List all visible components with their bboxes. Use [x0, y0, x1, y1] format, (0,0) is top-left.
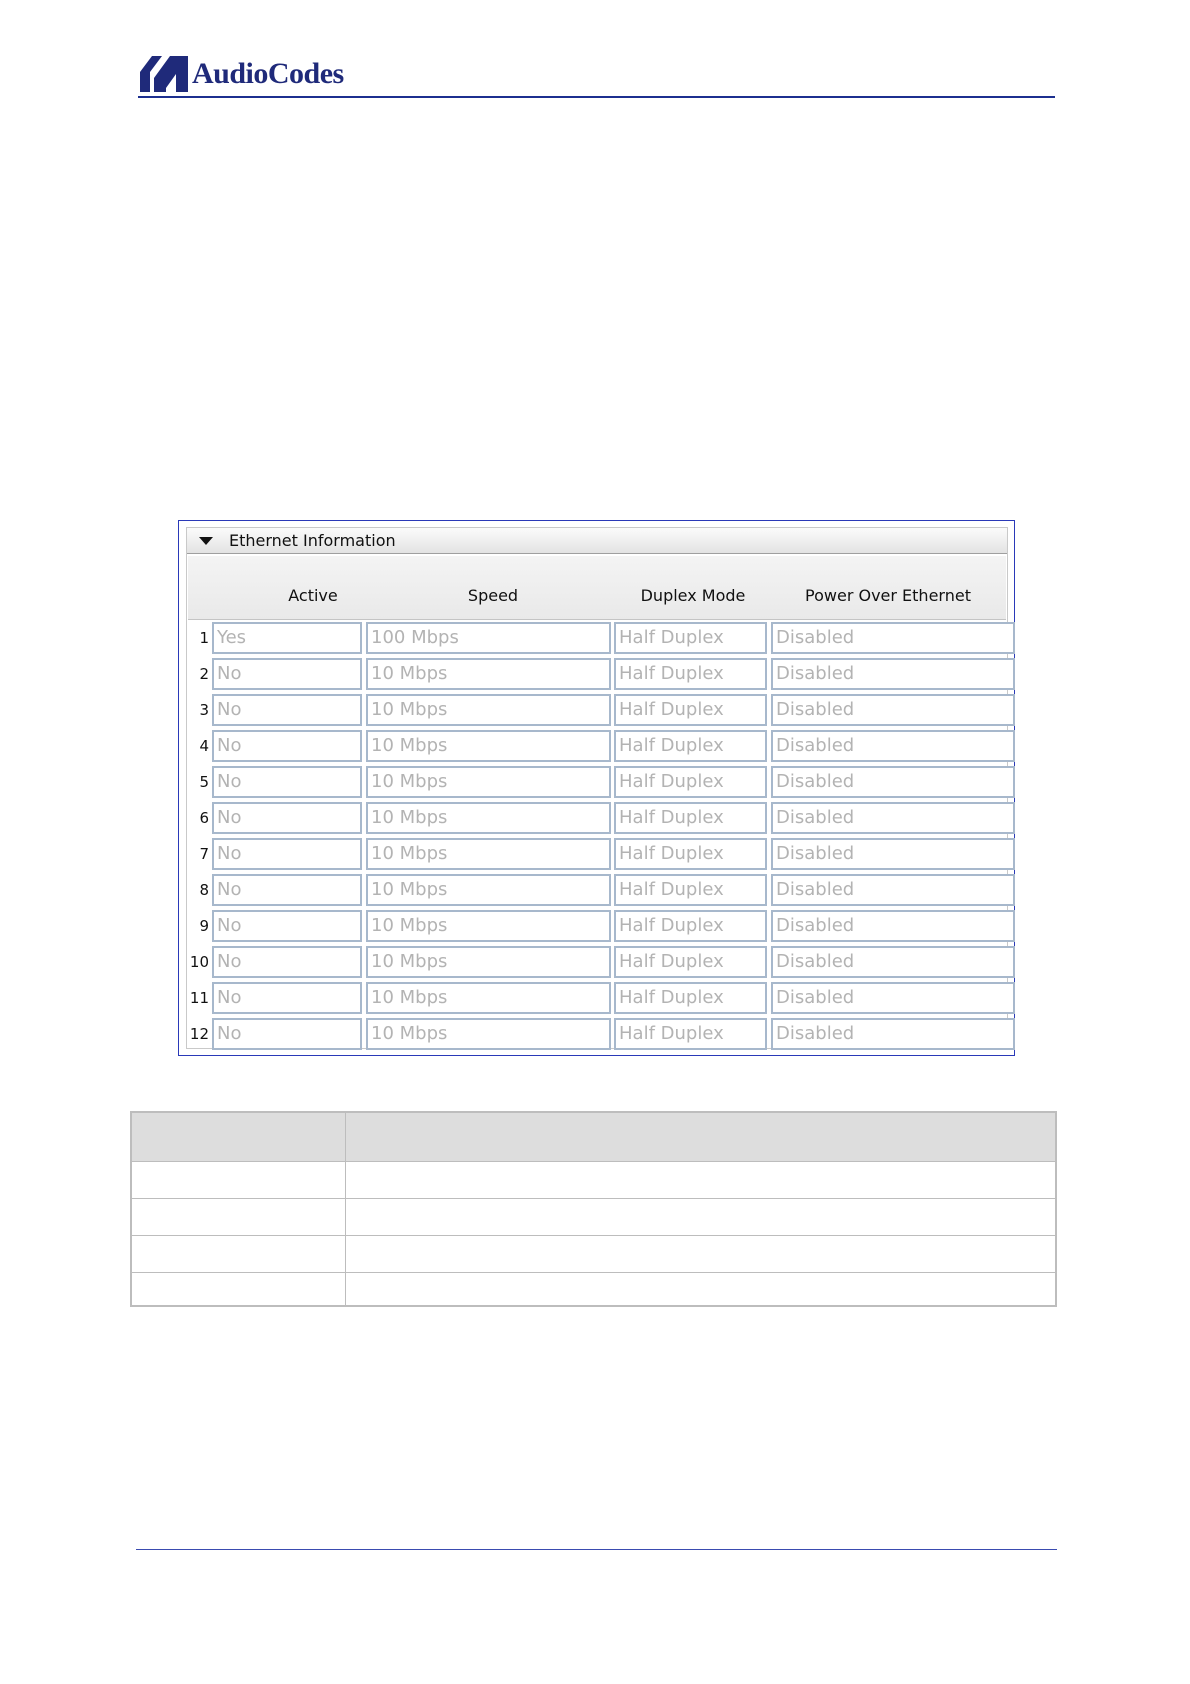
- column-header-power-over-ethernet: Power Over Ethernet: [805, 586, 971, 605]
- collapse-arrow-icon[interactable]: [199, 537, 213, 545]
- power-over-ethernet-field[interactable]: Disabled: [771, 874, 1015, 906]
- duplex-mode-field[interactable]: Half Duplex: [614, 802, 767, 834]
- speed-field[interactable]: 10 Mbps: [366, 802, 611, 834]
- duplex-mode-field[interactable]: Half Duplex: [614, 694, 767, 726]
- active-field[interactable]: No: [212, 1018, 362, 1050]
- footer-divider: [136, 1549, 1057, 1550]
- duplex-mode-field[interactable]: Half Duplex: [614, 766, 767, 798]
- active-field[interactable]: No: [212, 946, 362, 978]
- speed-field[interactable]: 10 Mbps: [366, 874, 611, 906]
- column-divider: [345, 1113, 346, 1305]
- row-number: 5: [199, 773, 209, 791]
- speed-field[interactable]: 10 Mbps: [366, 766, 611, 798]
- row-number: 1: [199, 629, 209, 647]
- power-over-ethernet-field[interactable]: Disabled: [771, 694, 1015, 726]
- power-over-ethernet-field[interactable]: Disabled: [771, 658, 1015, 690]
- panel-titlebar[interactable]: [187, 528, 1007, 554]
- active-field[interactable]: No: [212, 838, 362, 870]
- speed-field[interactable]: 10 Mbps: [366, 694, 611, 726]
- speed-field[interactable]: 100 Mbps: [366, 622, 611, 654]
- column-header-speed: Speed: [467, 586, 519, 605]
- table-row: [132, 1236, 1055, 1273]
- speed-field[interactable]: 10 Mbps: [366, 658, 611, 690]
- power-over-ethernet-field[interactable]: Disabled: [771, 1018, 1015, 1050]
- ethernet-information-figure: [178, 520, 1015, 1056]
- row-number: 2: [199, 665, 209, 683]
- row-number: 10: [189, 953, 209, 971]
- active-field[interactable]: No: [212, 910, 362, 942]
- power-over-ethernet-field[interactable]: Disabled: [771, 910, 1015, 942]
- table-row: [132, 1162, 1055, 1199]
- duplex-mode-field[interactable]: Half Duplex: [614, 982, 767, 1014]
- duplex-mode-field[interactable]: Half Duplex: [614, 1018, 767, 1050]
- duplex-mode-field[interactable]: Half Duplex: [614, 874, 767, 906]
- active-field[interactable]: No: [212, 730, 362, 762]
- duplex-mode-field[interactable]: Half Duplex: [614, 910, 767, 942]
- table-row: [132, 1273, 1055, 1305]
- row-number: 12: [189, 1025, 209, 1043]
- power-over-ethernet-field[interactable]: Disabled: [771, 622, 1015, 654]
- audiocodes-logo: [140, 56, 344, 92]
- speed-field[interactable]: 10 Mbps: [366, 982, 611, 1014]
- table-header-row: [132, 1113, 1055, 1162]
- panel-title: Ethernet Information: [229, 531, 396, 550]
- row-number: 3: [199, 701, 209, 719]
- speed-field[interactable]: 10 Mbps: [366, 946, 611, 978]
- row-number: 8: [199, 881, 209, 899]
- table-row: [132, 1199, 1055, 1236]
- power-over-ethernet-field[interactable]: Disabled: [771, 766, 1015, 798]
- header-divider: [138, 96, 1055, 98]
- duplex-mode-field[interactable]: Half Duplex: [614, 622, 767, 654]
- column-header-row: [188, 556, 1006, 620]
- speed-field[interactable]: 10 Mbps: [366, 1018, 611, 1050]
- active-field[interactable]: No: [212, 766, 362, 798]
- ethernet-information-panel: [186, 527, 1008, 1049]
- power-over-ethernet-field[interactable]: Disabled: [771, 802, 1015, 834]
- speed-field[interactable]: 10 Mbps: [366, 910, 611, 942]
- audiocodes-logo-icon: [140, 56, 188, 92]
- speed-field[interactable]: 10 Mbps: [366, 730, 611, 762]
- power-over-ethernet-field[interactable]: Disabled: [771, 946, 1015, 978]
- active-field[interactable]: No: [212, 874, 362, 906]
- duplex-mode-field[interactable]: Half Duplex: [614, 838, 767, 870]
- active-field[interactable]: No: [212, 802, 362, 834]
- parameter-description-table: [130, 1111, 1057, 1307]
- duplex-mode-field[interactable]: Half Duplex: [614, 946, 767, 978]
- row-number: 9: [199, 917, 209, 935]
- power-over-ethernet-field[interactable]: Disabled: [771, 838, 1015, 870]
- power-over-ethernet-field[interactable]: Disabled: [771, 730, 1015, 762]
- row-number: 11: [189, 989, 209, 1007]
- row-number: 4: [199, 737, 209, 755]
- power-over-ethernet-field[interactable]: Disabled: [771, 982, 1015, 1014]
- active-field[interactable]: No: [212, 694, 362, 726]
- duplex-mode-field[interactable]: Half Duplex: [614, 730, 767, 762]
- speed-field[interactable]: 10 Mbps: [366, 838, 611, 870]
- duplex-mode-field[interactable]: Half Duplex: [614, 658, 767, 690]
- row-number: 7: [199, 845, 209, 863]
- logo-wordmark: AudioCodes: [192, 57, 344, 90]
- row-number: 6: [199, 809, 209, 827]
- active-field[interactable]: Yes: [212, 622, 362, 654]
- active-field[interactable]: No: [212, 982, 362, 1014]
- column-header-active: Active: [288, 586, 338, 605]
- active-field[interactable]: No: [212, 658, 362, 690]
- column-header-duplex-mode: Duplex Mode: [640, 586, 746, 605]
